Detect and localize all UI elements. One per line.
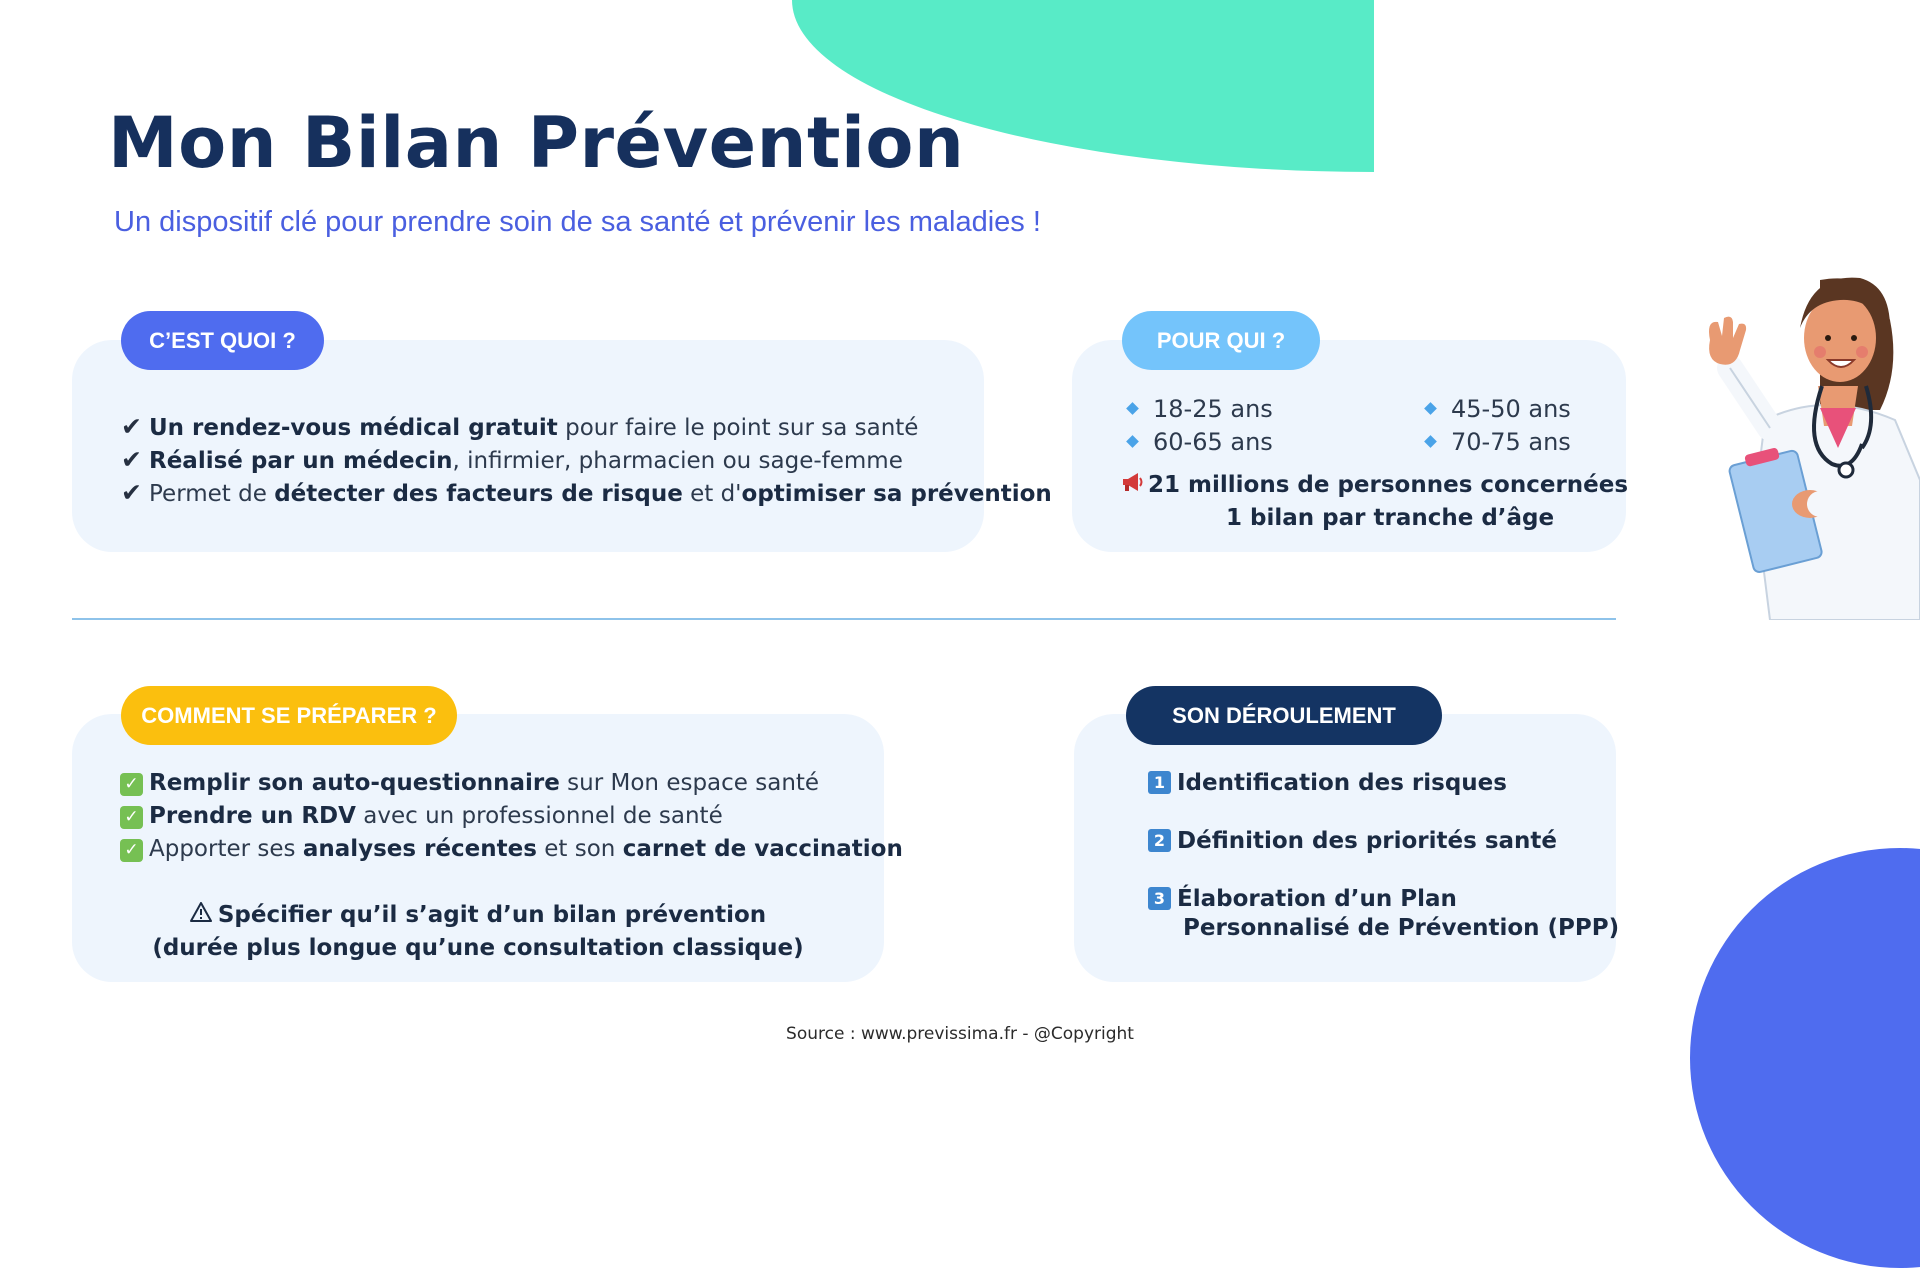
prep-item-2: ✓ Prendre un RDV avec un professionnel de santé [120,800,723,833]
prep-item-1: ✓ Remplir son auto-questionnaire sur Mon espace santé [120,767,819,800]
quoi-item-1: ✔ Un rendez-vous médical gratuit pour faire le point sur sa santé [121,412,919,441]
number-box-icon: 3 [1148,887,1171,910]
check-icon: ✔ [121,412,142,441]
pill-son-deroulement: SON DÉROULEMENT [1126,686,1442,745]
quoi-item-2: ✔ Réalisé par un médecin, infirmier, pharmacien ou sage-femme [121,445,903,474]
age-range-3: 60-65 ans [1128,428,1273,456]
green-check-icon: ✓ [120,773,143,796]
blue-decorative-circle [1690,848,1920,1268]
step-1: 1 Identification des risques [1148,767,1507,800]
pill-pour-qui: POUR QUI ? [1122,311,1320,370]
warning-icon [190,899,212,932]
diamond-bullet-icon [1424,435,1437,448]
prep-warning-line-1: Spécifier qu’il s’agit d’un bilan prévention [72,899,884,932]
green-check-icon: ✓ [120,839,143,862]
number-box-icon: 1 [1148,771,1171,794]
doctor-illustration [1670,268,1920,620]
diamond-bullet-icon [1424,402,1437,415]
check-icon: ✔ [121,445,142,474]
megaphone-icon [1120,469,1146,502]
pill-cest-quoi: C’EST QUOI ? [121,311,324,370]
page-title: Mon Bilan Prévention [108,102,965,184]
green-check-icon: ✓ [120,806,143,829]
age-range-4: 70-75 ans [1426,428,1571,456]
pill-comment-se-preparer: COMMENT SE PRÉPARER ? [121,686,457,745]
prep-item-3: ✓ Apporter ses analyses récentes et son carnet de vaccination [120,833,903,866]
diamond-bullet-icon [1126,435,1139,448]
check-icon: ✔ [121,478,142,507]
source-footer: Source : www.previssima.fr - @Copyright [786,1024,1134,1044]
age-range-2: 45-50 ans [1426,395,1571,423]
quoi-item-3: ✔ Permet de détecter des facteurs de risque et d'optimiser sa prévention [121,478,1052,507]
stat-persons-concerned: 21 millions de personnes concernées [1120,469,1628,502]
step-2: 2 Définition des priorités santé [1148,825,1557,858]
number-box-icon: 2 [1148,829,1171,852]
page-subtitle: Un dispositif clé pour prendre soin de sa santé et prévenir les maladies ! [114,206,1041,238]
diamond-bullet-icon [1126,402,1139,415]
age-range-1: 18-25 ans [1128,395,1273,423]
prep-warning-line-2: (durée plus longue qu’une consultation classique) [152,935,804,961]
section-divider [72,618,1616,620]
stat-one-per-age: 1 bilan par tranche d’âge [1226,505,1555,531]
step-3-line-2: Personnalisé de Prévention (PPP) [1183,915,1620,941]
step-3: 3 Élaboration d’un Plan [1148,883,1457,916]
